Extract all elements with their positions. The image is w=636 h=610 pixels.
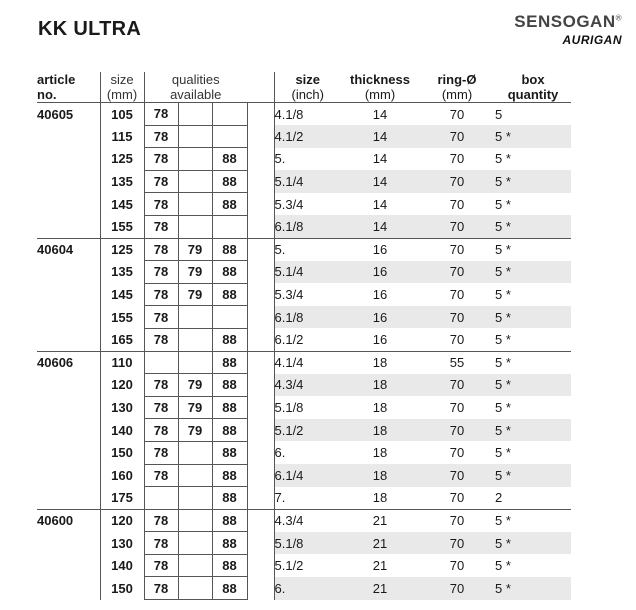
size-mm-cell: 105 (100, 103, 144, 126)
size-inch-cell: 4.1/2 (274, 125, 341, 148)
gap-cell (247, 306, 274, 329)
gap-cell (247, 464, 274, 487)
gap-cell (247, 532, 274, 555)
table-row (37, 283, 571, 306)
table-row (37, 148, 571, 171)
header-qualities: qualities available (144, 72, 247, 103)
box-quantity-cell: 5 * (495, 287, 511, 303)
quality-cell: 78 (144, 170, 178, 193)
gap-cell (247, 554, 274, 577)
box-quantity-cell: 5 * (495, 532, 571, 555)
quality-cell (178, 464, 212, 487)
ring-cell: 70 (419, 464, 495, 487)
thickness-cell: 21 (341, 532, 419, 555)
size-inch-cell: 5.3/4 (274, 193, 341, 216)
article-cell (37, 261, 100, 284)
table-row (37, 374, 571, 397)
quality-cell (178, 215, 212, 238)
article-cell (37, 554, 100, 577)
quality-cell (212, 103, 247, 126)
ring-cell: 70 (449, 196, 465, 212)
thickness-cell: 18 (341, 419, 419, 442)
table-row (37, 238, 571, 261)
box-quantity-cell: 5 * (495, 125, 571, 148)
box-quantity-cell: 5 * (495, 419, 571, 442)
thickness-cell: 16 (341, 306, 419, 329)
ring-cell: 70 (419, 577, 495, 600)
quality-cell: 78 (144, 328, 178, 351)
article-cell (37, 464, 100, 487)
thickness-cell: 16 (372, 331, 388, 347)
size-mm-cell: 115 (100, 125, 144, 148)
quality-cell: 88 (212, 374, 247, 397)
quality-cell (178, 351, 212, 374)
size-inch-cell: 5.1/4 (274, 170, 341, 193)
gap-cell (247, 193, 274, 216)
ring-cell: 70 (449, 287, 465, 303)
article-cell: 40600 (37, 509, 100, 532)
size-mm-cell: 120 (100, 509, 144, 532)
gap-cell (247, 103, 274, 126)
box-quantity-cell: 5 (495, 103, 571, 126)
size-inch-cell: 5.3/4 (274, 283, 341, 306)
thickness-cell: 14 (372, 151, 388, 167)
quality-cell (178, 193, 212, 216)
quality-cell: 88 (212, 238, 247, 261)
quality-cell: 88 (212, 464, 247, 487)
article-cell (37, 419, 100, 442)
box-quantity-cell: 5 * (495, 215, 571, 238)
thickness-cell: 21 (341, 577, 419, 600)
thickness-cell: 14 (341, 103, 419, 126)
ring-cell: 70 (449, 400, 465, 416)
table-row (37, 577, 571, 600)
article-cell (37, 193, 100, 216)
quality-cell: 78 (144, 193, 178, 216)
size-mm-cell: 135 (100, 170, 144, 193)
size-mm-cell: 125 (100, 238, 144, 261)
box-quantity-cell: 5 * (495, 509, 571, 532)
quality-cell (178, 487, 212, 510)
quality-cell (212, 306, 247, 329)
gap-cell (247, 328, 274, 351)
table-row (37, 351, 571, 374)
box-quantity-cell: 5 * (495, 558, 511, 574)
thickness-cell: 18 (341, 464, 419, 487)
gap-cell (247, 577, 274, 600)
table-row (37, 554, 571, 577)
ring-cell: 70 (419, 419, 495, 442)
article-cell (37, 487, 100, 510)
table-row (37, 170, 571, 193)
thickness-cell: 21 (372, 558, 388, 574)
size-mm-cell: 130 (100, 396, 144, 419)
quality-cell (178, 170, 212, 193)
article-cell (37, 441, 100, 464)
quality-cell (178, 328, 212, 351)
thickness-cell: 14 (341, 125, 419, 148)
size-inch-cell: 7. (274, 487, 341, 510)
thickness-cell: 21 (341, 509, 419, 532)
size-inch-cell: 4.3/4 (274, 509, 341, 532)
quality-cell: 88 (212, 170, 247, 193)
ring-cell: 55 (419, 351, 495, 374)
quality-cell: 78 (144, 148, 178, 171)
box-quantity-cell: 2 (495, 490, 503, 506)
quality-cell: 88 (212, 283, 247, 306)
size-mm-cell: 165 (100, 328, 144, 351)
article-cell (37, 577, 100, 600)
quality-cell: 88 (212, 509, 247, 532)
article-cell (37, 306, 100, 329)
ring-cell: 70 (449, 151, 465, 167)
size-inch-cell: 5.1/8 (274, 532, 341, 555)
quality-cell: 88 (212, 261, 247, 284)
quality-cell: 88 (212, 351, 247, 374)
header-thickness: thickness (mm) (341, 72, 419, 103)
size-mm-cell: 135 (100, 261, 144, 284)
article-cell: 40605 (37, 103, 100, 126)
size-mm-cell: 120 (100, 374, 144, 397)
size-mm-cell: 150 (100, 441, 144, 464)
article-cell: 40606 (37, 351, 100, 374)
gap-cell (247, 170, 274, 193)
product-table (37, 72, 571, 600)
size-mm-cell: 140 (100, 554, 144, 577)
size-mm-cell: 125 (100, 148, 144, 171)
quality-cell (212, 125, 247, 148)
size-mm-cell: 175 (100, 487, 144, 510)
size-inch-cell: 4.1/8 (274, 103, 341, 126)
article-cell (37, 283, 100, 306)
size-inch-cell: 6.1/8 (274, 306, 341, 329)
table-row (37, 441, 571, 464)
gap-cell (247, 374, 274, 397)
table-body (37, 103, 571, 600)
thickness-cell: 18 (372, 445, 388, 461)
quality-cell (178, 103, 212, 126)
header-ring: ring-Ø (mm) (419, 72, 495, 103)
size-inch-cell: 5. (274, 148, 341, 171)
size-mm-cell: 140 (100, 419, 144, 442)
box-quantity-cell: 5 * (495, 261, 571, 284)
brand-aurigan: AURIGAN (562, 33, 622, 47)
quality-cell: 78 (144, 464, 178, 487)
quality-cell: 78 (144, 441, 178, 464)
thickness-cell: 16 (372, 287, 388, 303)
quality-cell (144, 487, 178, 510)
thickness-cell: 16 (341, 238, 419, 261)
size-inch-cell: 4.1/4 (274, 351, 341, 374)
quality-cell: 79 (178, 419, 212, 442)
quality-cell (212, 215, 247, 238)
quality-cell: 79 (178, 283, 212, 306)
quality-cell (178, 577, 212, 600)
quality-cell: 88 (212, 487, 247, 510)
size-inch-cell: 5.1/8 (274, 396, 341, 419)
size-mm-cell: 145 (100, 193, 144, 216)
thickness-cell: 14 (372, 196, 388, 212)
quality-cell: 78 (144, 125, 178, 148)
ring-cell: 70 (449, 558, 465, 574)
ring-cell: 70 (419, 306, 495, 329)
thickness-cell: 14 (341, 170, 419, 193)
quality-cell: 78 (144, 396, 178, 419)
ring-cell: 70 (419, 215, 495, 238)
quality-cell: 78 (144, 419, 178, 442)
ring-cell: 70 (419, 374, 495, 397)
quality-cell: 78 (144, 103, 178, 126)
quality-cell: 79 (178, 261, 212, 284)
quality-cell (178, 148, 212, 171)
table-row (37, 215, 571, 238)
gap-cell (247, 148, 274, 171)
table-row (37, 103, 571, 126)
ring-cell: 70 (419, 238, 495, 261)
gap-cell (247, 238, 274, 261)
box-quantity-cell: 5 * (495, 331, 511, 347)
article-cell (37, 374, 100, 397)
article-cell (37, 328, 100, 351)
table-row (37, 328, 571, 351)
article-cell (37, 532, 100, 555)
header-size-mm: size (mm) (100, 72, 144, 103)
thickness-cell: 18 (372, 490, 388, 506)
size-mm-cell: 160 (100, 464, 144, 487)
ring-cell: 70 (449, 445, 465, 461)
header-size-inch: size (inch) (274, 72, 341, 103)
table-row (37, 261, 571, 284)
size-inch-cell: 6. (274, 577, 341, 600)
ring-cell: 70 (419, 170, 495, 193)
header-row (37, 72, 571, 103)
quality-cell: 79 (178, 374, 212, 397)
quality-cell: 79 (178, 238, 212, 261)
header-article: article no. (37, 72, 100, 103)
ring-cell: 70 (419, 532, 495, 555)
table-row (37, 487, 571, 510)
size-inch-cell: 5. (274, 238, 341, 261)
quality-cell: 78 (144, 532, 178, 555)
size-mm-cell: 130 (100, 532, 144, 555)
brand-sensogan: SENSOGAN® (514, 12, 622, 31)
ring-cell: 70 (449, 490, 465, 506)
quality-cell: 78 (144, 215, 178, 238)
size-mm-cell: 155 (100, 306, 144, 329)
size-mm-cell: 110 (100, 351, 144, 374)
quality-cell (178, 532, 212, 555)
quality-cell (178, 125, 212, 148)
box-quantity-cell: 5 * (495, 351, 571, 374)
quality-cell: 79 (178, 396, 212, 419)
size-inch-cell: 6. (274, 441, 341, 464)
box-quantity-cell: 5 * (495, 306, 571, 329)
page-title: KK ULTRA (38, 18, 142, 40)
article-cell (37, 125, 100, 148)
quality-cell (178, 554, 212, 577)
box-quantity-cell: 5 * (495, 238, 571, 261)
quality-cell: 78 (144, 238, 178, 261)
size-inch-cell: 5.1/2 (274, 554, 341, 577)
quality-cell: 88 (212, 193, 247, 216)
gap-cell (247, 441, 274, 464)
table-row (37, 464, 571, 487)
article-cell (37, 396, 100, 419)
box-quantity-cell: 5 * (495, 151, 511, 167)
quality-cell: 88 (212, 532, 247, 555)
header-gap (247, 72, 274, 103)
box-quantity-cell: 5 * (495, 577, 571, 600)
header-box: box quantity (495, 72, 571, 103)
quality-cell: 88 (212, 554, 247, 577)
quality-cell (144, 351, 178, 374)
quality-cell: 88 (212, 148, 247, 171)
gap-cell (247, 261, 274, 284)
gap-cell (247, 215, 274, 238)
quality-cell (178, 306, 212, 329)
gap-cell (247, 396, 274, 419)
quality-cell: 88 (212, 441, 247, 464)
table-row (37, 509, 571, 532)
ring-cell: 70 (449, 331, 465, 347)
gap-cell (247, 125, 274, 148)
thickness-cell: 18 (372, 400, 388, 416)
article-cell (37, 148, 100, 171)
quality-cell: 78 (144, 306, 178, 329)
gap-cell (247, 487, 274, 510)
quality-cell: 78 (144, 577, 178, 600)
ring-cell: 70 (419, 261, 495, 284)
table-row (37, 193, 571, 216)
box-quantity-cell: 5 * (495, 374, 571, 397)
size-inch-cell: 4.3/4 (274, 374, 341, 397)
quality-cell: 88 (212, 419, 247, 442)
size-inch-cell: 5.1/2 (274, 419, 341, 442)
box-quantity-cell: 5 * (495, 445, 511, 461)
table-row (37, 532, 571, 555)
table-row (37, 396, 571, 419)
table-row (37, 306, 571, 329)
table-row (37, 125, 571, 148)
brand-logo (514, 12, 622, 47)
thickness-cell: 14 (341, 215, 419, 238)
article-cell (37, 215, 100, 238)
box-quantity-cell: 5 * (495, 196, 511, 212)
size-inch-cell: 6.1/2 (274, 328, 341, 351)
ring-cell: 70 (419, 103, 495, 126)
box-quantity-cell: 5 * (495, 170, 571, 193)
quality-cell: 78 (144, 554, 178, 577)
ring-cell: 70 (419, 509, 495, 532)
size-mm-cell: 145 (100, 283, 144, 306)
gap-cell (247, 419, 274, 442)
quality-cell: 78 (144, 509, 178, 532)
thickness-cell: 18 (341, 374, 419, 397)
quality-cell: 88 (212, 396, 247, 419)
size-mm-cell: 155 (100, 215, 144, 238)
quality-cell: 78 (144, 374, 178, 397)
article-cell: 40604 (37, 238, 100, 261)
box-quantity-cell: 5 * (495, 464, 571, 487)
gap-cell (247, 351, 274, 374)
gap-cell (247, 283, 274, 306)
size-inch-cell: 5.1/4 (274, 261, 341, 284)
quality-cell (178, 509, 212, 532)
box-quantity-cell: 5 * (495, 400, 511, 416)
size-mm-cell: 150 (100, 577, 144, 600)
size-inch-cell: 6.1/4 (274, 464, 341, 487)
quality-cell: 78 (144, 283, 178, 306)
quality-cell: 88 (212, 577, 247, 600)
gap-cell (247, 509, 274, 532)
thickness-cell: 16 (341, 261, 419, 284)
ring-cell: 70 (419, 125, 495, 148)
size-inch-cell: 6.1/8 (274, 215, 341, 238)
quality-cell: 88 (212, 328, 247, 351)
quality-cell (178, 441, 212, 464)
quality-cell: 78 (144, 261, 178, 284)
table-row (37, 419, 571, 442)
thickness-cell: 18 (341, 351, 419, 374)
article-cell (37, 170, 100, 193)
